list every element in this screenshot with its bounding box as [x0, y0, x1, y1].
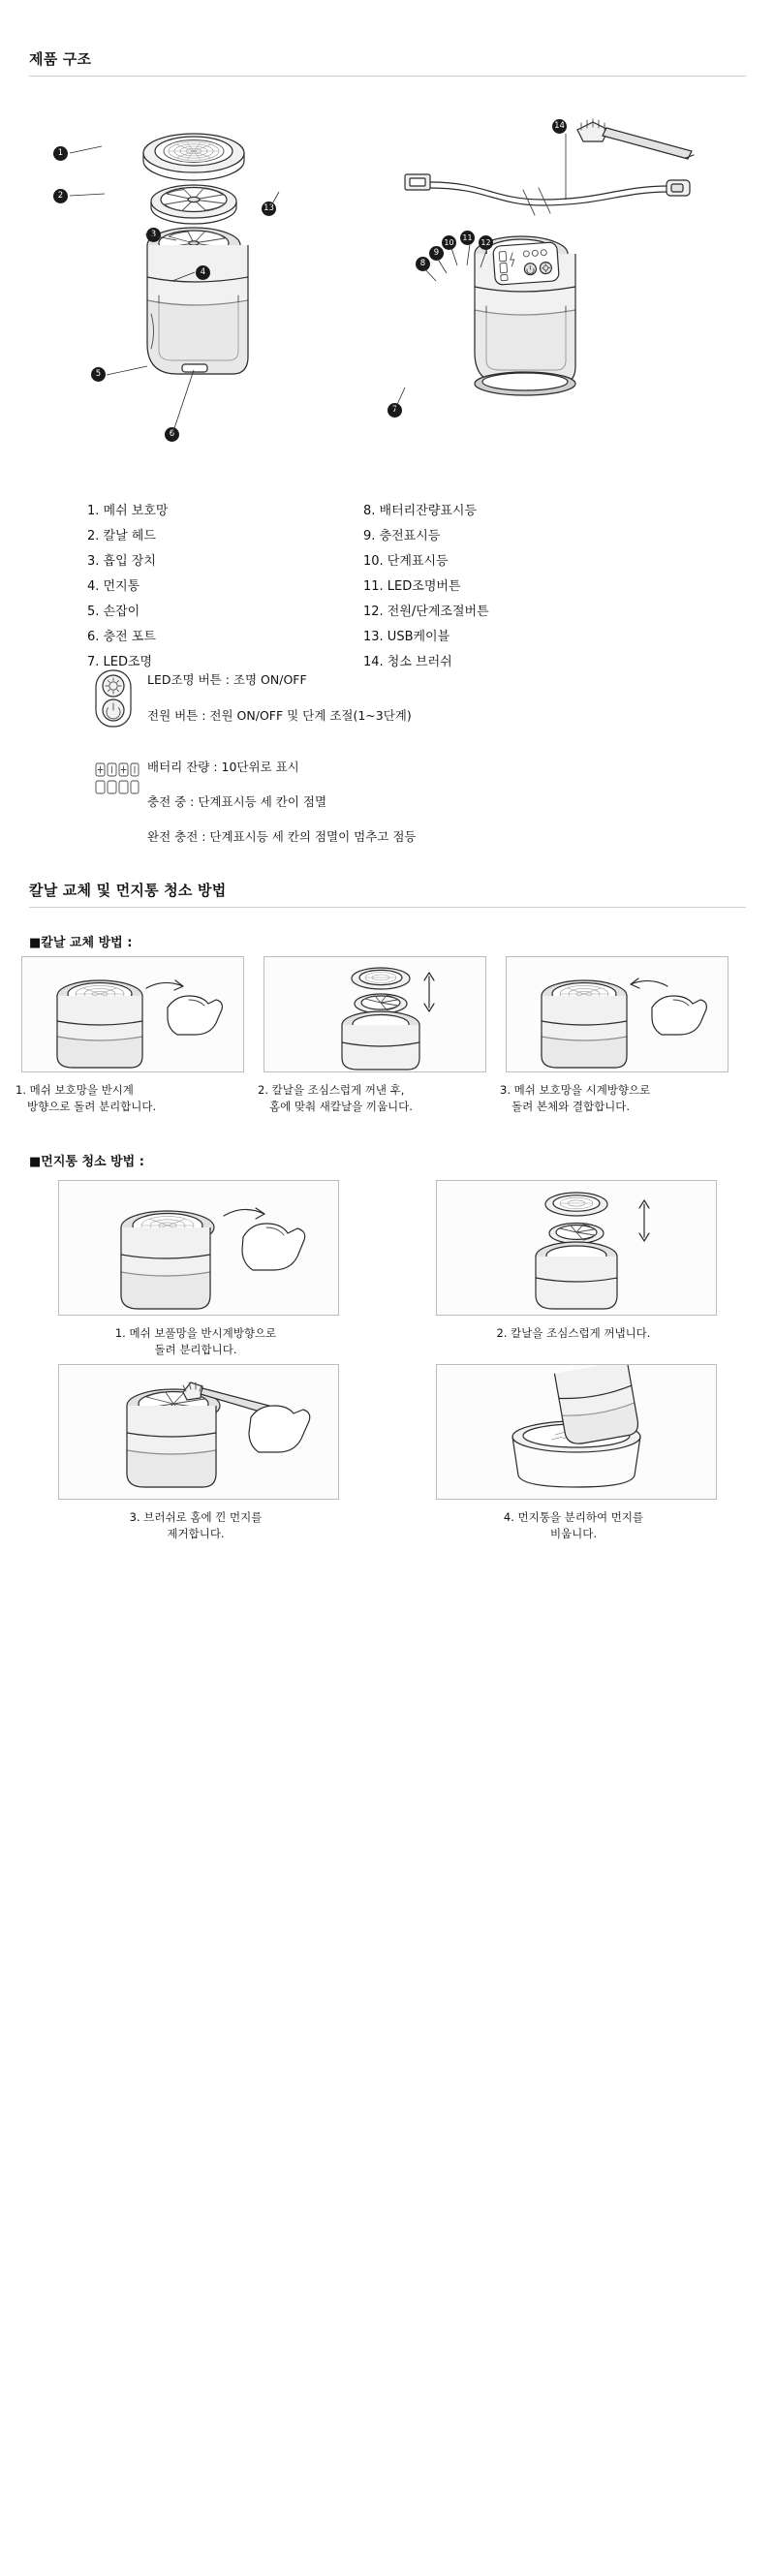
legend-led-button: [147, 670, 690, 725]
callout-9: 9: [429, 246, 444, 261]
legend-full-charge: 완전 충전 : 단계표시등 세 칸의 점멸이 멈추고 점등: [147, 829, 417, 844]
part-item-2: 2. 칼날 헤드: [87, 529, 156, 543]
callout-7: 7: [388, 403, 402, 418]
legend-battery-level: 배터리 잔량 : 10단위로 표시: [147, 760, 299, 774]
callout-14: 14: [552, 119, 567, 134]
button-panel-icon: [92, 668, 135, 729]
part-item-3: 3. 흡입 장치: [87, 554, 156, 569]
part-item-9: 9. 충전표시등: [363, 529, 441, 543]
dust-step-1-image: [58, 1180, 339, 1316]
callout-2: 2: [53, 189, 68, 203]
callout-13: 13: [262, 202, 276, 216]
divider-structure: [29, 76, 746, 77]
parts-list-left: [87, 499, 168, 675]
blade-step-3-image: [506, 956, 728, 1072]
blade-step-2-image: [264, 956, 486, 1072]
dust-step-2-image: [436, 1180, 717, 1316]
dust-step-4-caption: 4. 먼지통을 분리하여 먼지를 비웁니다.: [503, 1510, 644, 1540]
callout-5: 5: [91, 367, 106, 382]
dust-step-3-image: [58, 1364, 339, 1500]
section-title-maintenance: 칼날 교체 및 먼지통 청소 방법: [29, 882, 227, 899]
blade-step-1-image: [21, 956, 244, 1072]
part-item-7: 7. LED조명: [87, 655, 153, 669]
battery-display-icon: [92, 758, 142, 808]
legend-led-text: LED조명 버튼 : 조명 ON/OFF: [147, 672, 307, 687]
part-item-12: 12. 전원/단계조절버튼: [363, 605, 489, 619]
callout-8: 8: [416, 257, 430, 271]
dust-step-1-caption: 1. 메쉬 보풀망을 반시계방향으로 돌려 분리합니다.: [114, 1326, 277, 1356]
blade-step-1-caption: 1. 메쉬 보호망을 반시계 방향으로 돌려 분리합니다.: [16, 1083, 157, 1113]
part-item-1: 1. 메쉬 보호망: [87, 504, 169, 518]
callout-10: 10: [442, 235, 456, 250]
legend-charging: 충전 중 : 단계표시등 세 칸이 점멸: [147, 794, 327, 809]
parts-list-right: [363, 499, 489, 675]
callout-1: 1: [53, 146, 68, 161]
legend-power-text: 전원 버튼 : 전원 ON/OFF 및 단계 조절(1~3단계): [147, 708, 412, 723]
part-item-14: 14. 청소 브러쉬: [363, 655, 452, 669]
leader-lines-right: [242, 107, 649, 436]
divider-maintenance: [29, 907, 746, 908]
subtitle-blade-replacement: ■칼날 교체 방법 :: [29, 936, 133, 950]
callout-4: 4: [196, 265, 210, 280]
part-item-5: 5. 손잡이: [87, 605, 140, 619]
part-item-10: 10. 단계표시등: [363, 554, 449, 569]
blade-step-3-caption: 3. 메쉬 보호망을 시계방향으로 돌려 본체와 결합합니다.: [500, 1083, 651, 1113]
subtitle-dustbin-cleaning: ■먼지통 청소 방법 :: [29, 1155, 144, 1169]
callout-12: 12: [479, 235, 493, 250]
callout-6: 6: [165, 427, 179, 442]
section-title-structure: 제품 구조: [29, 50, 92, 68]
part-item-13: 13. USB케이블: [363, 630, 450, 644]
part-item-4: 4. 먼지통: [87, 579, 140, 594]
blade-step-2-caption: 2. 칼날을 조심스럽게 꺼낸 후, 홈에 맞춰 새칼날을 끼웁니다.: [258, 1083, 413, 1113]
part-item-6: 6. 충전 포트: [87, 630, 156, 644]
legend-battery: [147, 758, 728, 846]
dust-step-2-caption: 2. 칼날을 조심스럽게 꺼냅니다.: [496, 1326, 651, 1340]
dust-step-3-caption: 3. 브러쉬로 홈에 낀 먼지를 제거합니다.: [129, 1510, 263, 1540]
callout-3: 3: [146, 228, 161, 242]
dust-step-4-image: [436, 1364, 717, 1500]
part-item-8: 8. 배터리잔량표시등: [363, 504, 477, 518]
callout-11: 11: [460, 231, 475, 245]
part-item-11: 11. LED조명버튼: [363, 579, 461, 594]
